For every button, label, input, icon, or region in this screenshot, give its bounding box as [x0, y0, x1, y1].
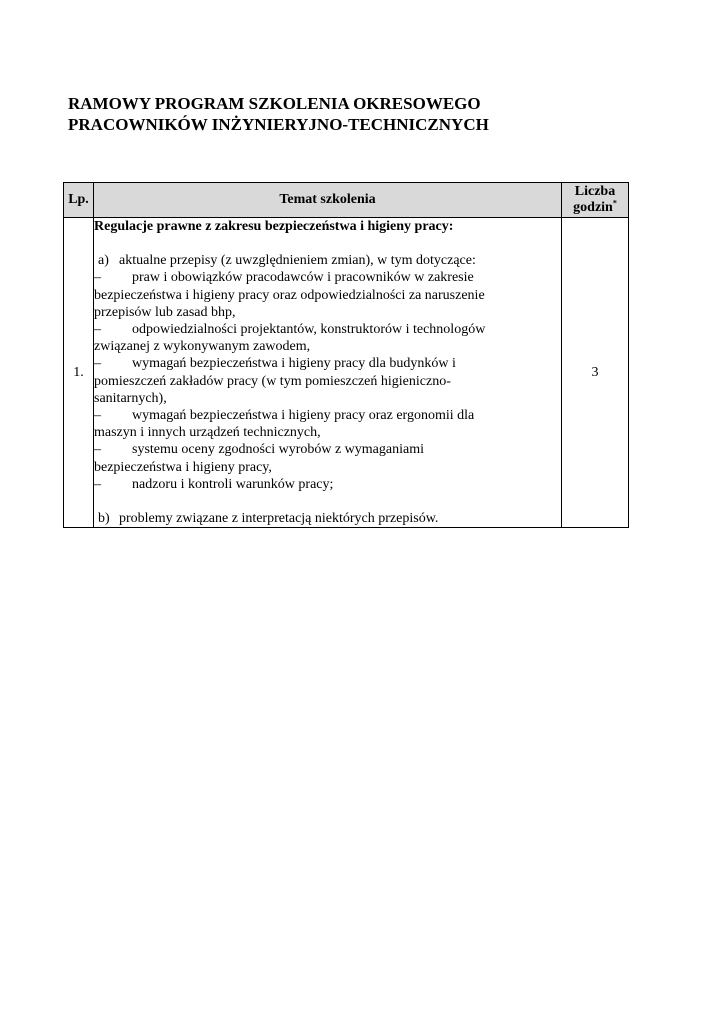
- dash-bullet: –: [94, 442, 101, 458]
- sub-item-4: [94, 407, 561, 441]
- sub-item-5: [94, 441, 561, 475]
- sub-item-text: maszyn i innych urządzeń technicznych,: [94, 425, 321, 441]
- section-heading: Regulacje prawne z zakresu bezpieczeństwa i higieny pracy:: [94, 219, 454, 234]
- header-lp: Lp.: [64, 183, 94, 218]
- sub-item-text: sanitarnych),: [94, 390, 167, 406]
- sub-item-text: przepisów lub zasad bhp,: [94, 304, 236, 320]
- page-title: [68, 93, 489, 135]
- sub-item-text: wymagań bezpieczeństwa i higieny pracy oraz ergonomii dla: [132, 408, 475, 424]
- training-program-table: [63, 182, 629, 528]
- dash-bullet: –: [94, 270, 101, 286]
- list-item-a: [94, 252, 561, 269]
- page-title-line-1: RAMOWY PROGRAM SZKOLENIA OKRESOWEGO: [68, 94, 481, 113]
- list-marker-a: a): [98, 253, 109, 269]
- spacer: [94, 493, 561, 510]
- sub-item-3: [94, 355, 561, 407]
- sub-item-text: bezpieczeństwa i higieny pracy,: [94, 459, 272, 475]
- row-number: 1.: [64, 218, 94, 528]
- sub-item-text: wymagań bezpieczeństwa i higieny pracy dla budynków i: [132, 356, 456, 372]
- list-item-b-text: problemy związane z interpretacją niektórych przepisów.: [119, 511, 439, 527]
- sub-item-text: pomieszczeń zakładów pracy (w tym pomieszczeń higieniczno-: [94, 373, 451, 389]
- page-title-line-2: PRACOWNIKÓW INŻYNIERYJNO-TECHNICZNYCH: [68, 115, 489, 134]
- list-marker-b: b): [98, 511, 110, 527]
- sub-item-text: systemu oceny zgodności wyrobów z wymaganiami: [132, 442, 424, 458]
- row-topic: [94, 218, 562, 528]
- dash-bullet: –: [94, 322, 101, 338]
- header-hours-line-2: godzin: [573, 200, 613, 215]
- header-hours: [562, 183, 629, 218]
- sub-item-text: odpowiedzialności projektantów, konstruktorów i technologów: [132, 322, 486, 338]
- footnote-marker: *: [612, 198, 617, 208]
- list-item-b: [94, 510, 561, 527]
- sub-item-6: [94, 476, 561, 493]
- sub-item-text: bezpieczeństwa i higieny pracy oraz odpowiedzialności za naruszenie: [94, 287, 485, 303]
- header-topic: Temat szkolenia: [94, 183, 562, 218]
- list-item-a-text: aktualne przepisy (z uwzględnieniem zmian), w tym dotyczące:: [119, 253, 476, 269]
- sub-item-text: praw i obowiązków pracodawców i pracowników w zakresie: [132, 270, 474, 286]
- table-header-row: [64, 183, 629, 218]
- dash-bullet: –: [94, 476, 101, 492]
- table-row: [64, 218, 629, 528]
- sub-item-text: związanej z wykonywanym zawodem,: [94, 339, 311, 355]
- row-hours: 3: [562, 218, 629, 528]
- sub-item-2: [94, 321, 561, 355]
- dash-bullet: –: [94, 408, 101, 424]
- sub-item-text: nadzoru i kontroli warunków pracy;: [132, 476, 334, 492]
- header-hours-line-1: Liczba: [574, 184, 616, 199]
- dash-bullet: –: [94, 356, 101, 372]
- sub-item-1: [94, 269, 561, 321]
